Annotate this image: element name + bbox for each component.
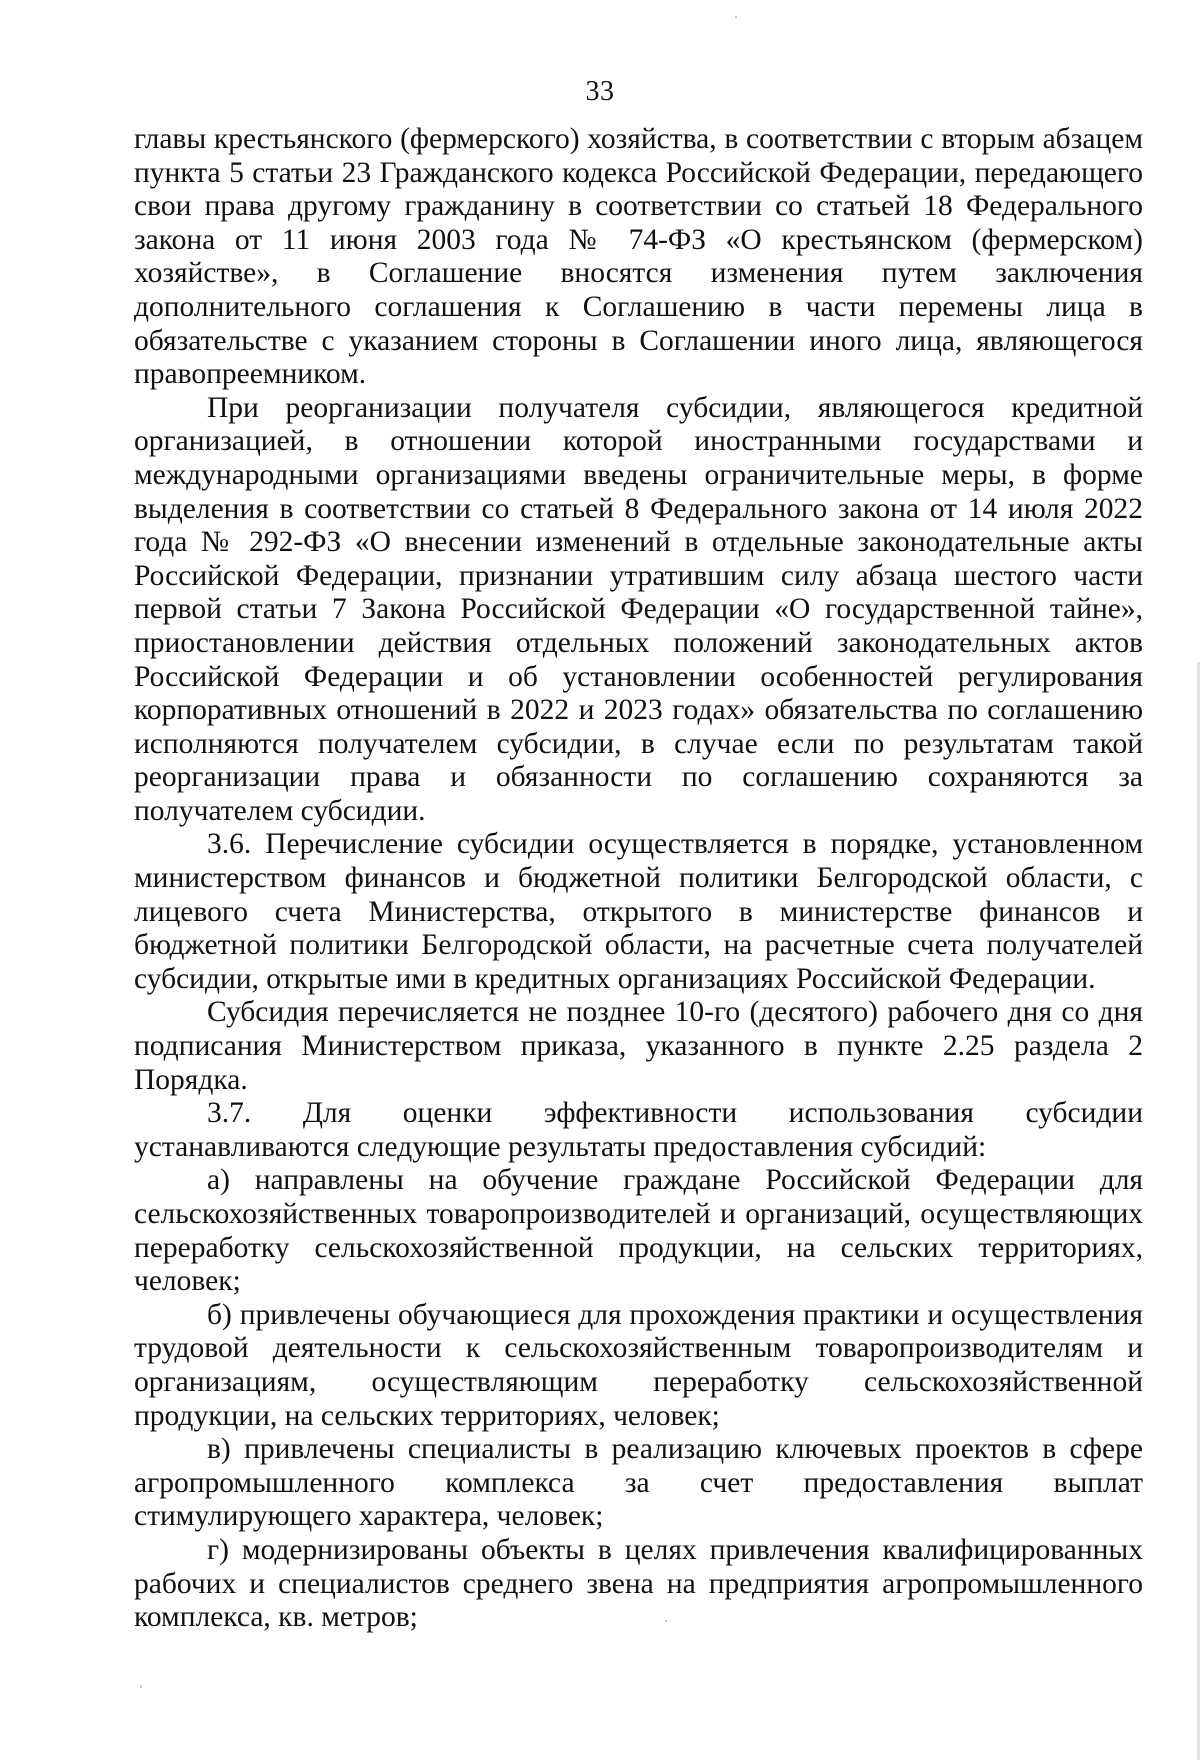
paragraph-3-6-transfer: 3.6. Перечисление субсидии осуществляется в порядке, установленном министерством финансов и бюджетной политики Белгородской области, с лицевого счета Министерства, открытого в министерстве финансов и бюджетной политики Белгородской области, на расчетные счета получателей субсидии, открытые ими в кредитных организациях Российской Федерации. [134,828,1143,995]
scan-speck [735,16,737,18]
document-body [134,123,1143,1635]
paragraph-transfer-deadline: Субсидия перечисляется не позднее 10-го (десятого) рабочего дня со дня подписания Министерством приказа, указанного в пункте 2.25 раздела 2 Порядка. [134,996,1143,1096]
paragraph-continuation-farm-heir: главы крестьянского (фермерского) хозяйства, в соответствии с вторым абзацем пункта 5 статьи 23 Гражданского кодекса Российской Федерации, передающего свои права другому гражданину в соответствии со статьей 18 Федерального закона от 11 июня 2003 года № 74-ФЗ «О крестьянском (фермерском) хозяйстве», в Соглашение вносятся изменения путем заключения дополнительного соглашения к Соглашению в части перемены лица в обязательстве с указанием стороны в Соглашении иного лица, являющегося правопреемником. [134,123,1143,391]
page-number: 33 [585,76,615,107]
list-item-v: в) привлечены специалисты в реализацию ключевых проектов в сфере агропромышленного комплекса за счет предоставления выплат стимулирующего характера, человек; [134,1433,1143,1533]
scan-speck [665,1620,667,1622]
paragraph-reorganization: При реорганизации получателя субсидии, являющегося кредитной организацией, в отношении которой иностранными государствами и международными организациями введены ограничительные меры, в форме выделения в соответствии со статьей 8 Федерального закона от 14 июля 2022 года № 292-ФЗ «О внесении изменений в отдельные законодательные акты Российской Федерации, признании утратившим силу абзаца шестого части первой статьи 7 Закона Российской Федерации «О государственной тайне», приостановлении действия отдельных положений законодательных актов Российской Федерации и об установлении особенностей регулирования корпоративных отношений в 2022 и 2023 годах» обязательства по соглашению исполняются получателем субсидии, в случае если по результатам такой реорганизации права и обязанности по соглашению сохраняются за получателем субсидии. [134,391,1143,827]
list-item-a: а) направлены на обучение граждане Российской Федерации для сельскохозяйственных товаропроизводителей и организаций, осуществляющих переработку сельскохозяйственной продукции, на сельских территориях, человек; [134,1164,1143,1298]
scan-speck [140,1685,142,1688]
list-item-b: б) привлечены обучающиеся для прохождения практики и осуществления трудовой деятельности к сельскохозяйственным товаропроизводителям и организациям, осуществляющим переработку сельскохозяйственной продукции, на сельских территориях, человек; [134,1298,1143,1432]
paragraph-3-7-results: 3.7. Для оценки эффективности использования субсидии устанавливаются следующие результаты предоставления субсидий: [134,1097,1143,1163]
list-item-g: г) модернизированы объекты в целях привлечения квалифицированных рабочих и специалистов среднего звена на предприятия агропромышленного комплекса, кв. метров; [134,1533,1143,1634]
